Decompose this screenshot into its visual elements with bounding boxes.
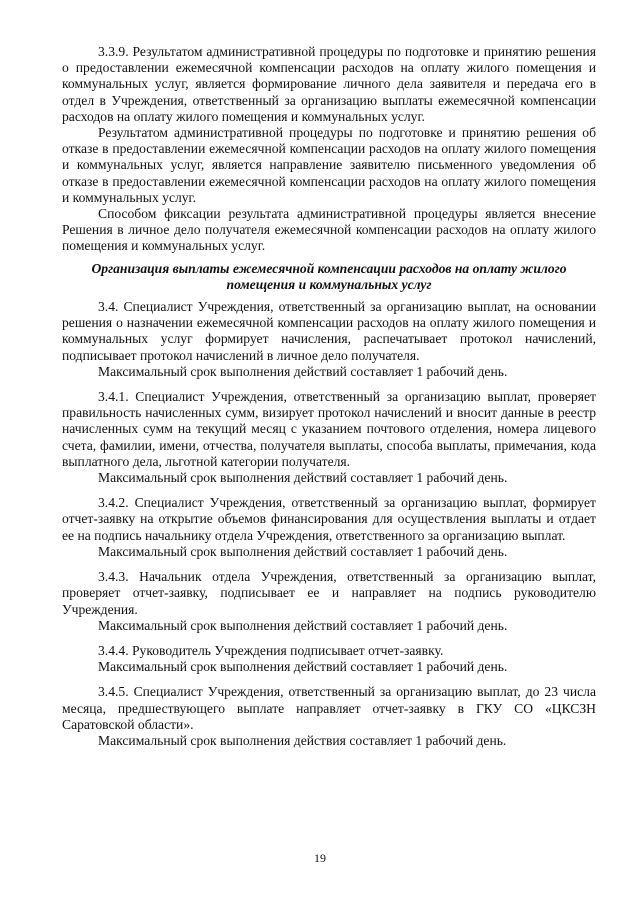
term-3-4-5: Максимальный срок выполнения действия составляет 1 рабочий день. [98,732,507,748]
paragraph-fixation-method: Способом фиксации результата административной процедуры является внесение Решения в личное дело получателя ежемесячной компенсации расходов на оплату жилого помещения и коммунальных услуг. [62,206,596,254]
term-3-4-4: Максимальный срок выполнения действий составляет 1 рабочий день. [98,659,508,675]
paragraph-3-4-5: 3.4.5. Специалист Учреждения, ответственный за организацию выплат, до 23 числа месяца, предшествующего выплате направляет отчет-заявку в ГКУ СО «ЦКСЗН Саратовской области». [62,684,596,732]
term-3-4-1: Максимальный срок выполнения действий составляет 1 рабочий день. [98,470,508,486]
term-3-4-3: Максимальный срок выполнения действий составляет 1 рабочий день. [98,617,508,633]
paragraph-3-4-2: 3.4.2. Специалист Учреждения, ответственный за организацию выплат, формирует отчет-заявку на открытие объемов финансирования для осуществления выплаты и отдает ее на подпись начальнику отдела Учреждения, ответственного за организацию выплат. [62,495,596,543]
section-heading: Организация выплаты ежемесячной компенсации расходов на оплату жилого помещения и коммунальных услуг [91,260,567,292]
page-number: 19 [314,851,326,865]
paragraph-refusal-result: Результатом административной процедуры по подготовке и принятию решения об отказе в предоставлении ежемесячной компенсации расходов на оплату жилого помещения и коммунальных услуг, является направление заявителю письменного уведомления об отказе в предоставлении ежемесячной компенсации расходов на оплату жилого помещения и коммунальных услуг. [62,125,596,205]
paragraph-3-4-1: 3.4.1. Специалист Учреждения, ответственный за организацию выплат, проверяет правильность начисленных сумм, визирует протокол начислений и вносит данные в реестр начисленных сумм на текущий месяц с указанием почтового отделения, номера лицевого счета, фамилии, имени, отчества, получателя выплаты, способа выплаты, примечания, кода выплатного дела, льготной категории получателя. [62,389,596,469]
paragraph-3-3-9: 3.3.9. Результатом административной процедуры по подготовке и принятию решения о предоставлении ежемесячной компенсации расходов на оплату жилого помещения и коммунальных услуг, является формирование личного дела заявителя и передача его в отдел в Учреждения, ответственный за организацию выплаты ежемесячной компенсации расходов на оплату жилого помещения и коммунальных услуг. [62,44,596,124]
paragraph-3-4-4: 3.4.4. Руководитель Учреждения подписывает отчет-заявку. [98,642,444,658]
paragraph-3-4: 3.4. Специалист Учреждения, ответственный за организацию выплат, на основании решения о назначении ежемесячной компенсации расходов на оплату жилого помещения и коммунальных услуг формирует начисления, распечатывает протокол начислений, подписывает протокол начислений в личное дело получателя. [62,299,596,363]
term-3-4-2: Максимальный срок выполнения действий составляет 1 рабочий день. [98,543,508,559]
paragraph-3-4-3: 3.4.3. Начальник отдела Учреждения, ответственный за организацию выплат, проверяет отчет-заявку, подписывает ее и направляет на подпись руководителю Учреждения. [62,569,596,617]
document-page [62,44,596,749]
term-3-4: Максимальный срок выполнения действий составляет 1 рабочий день. [98,363,508,379]
